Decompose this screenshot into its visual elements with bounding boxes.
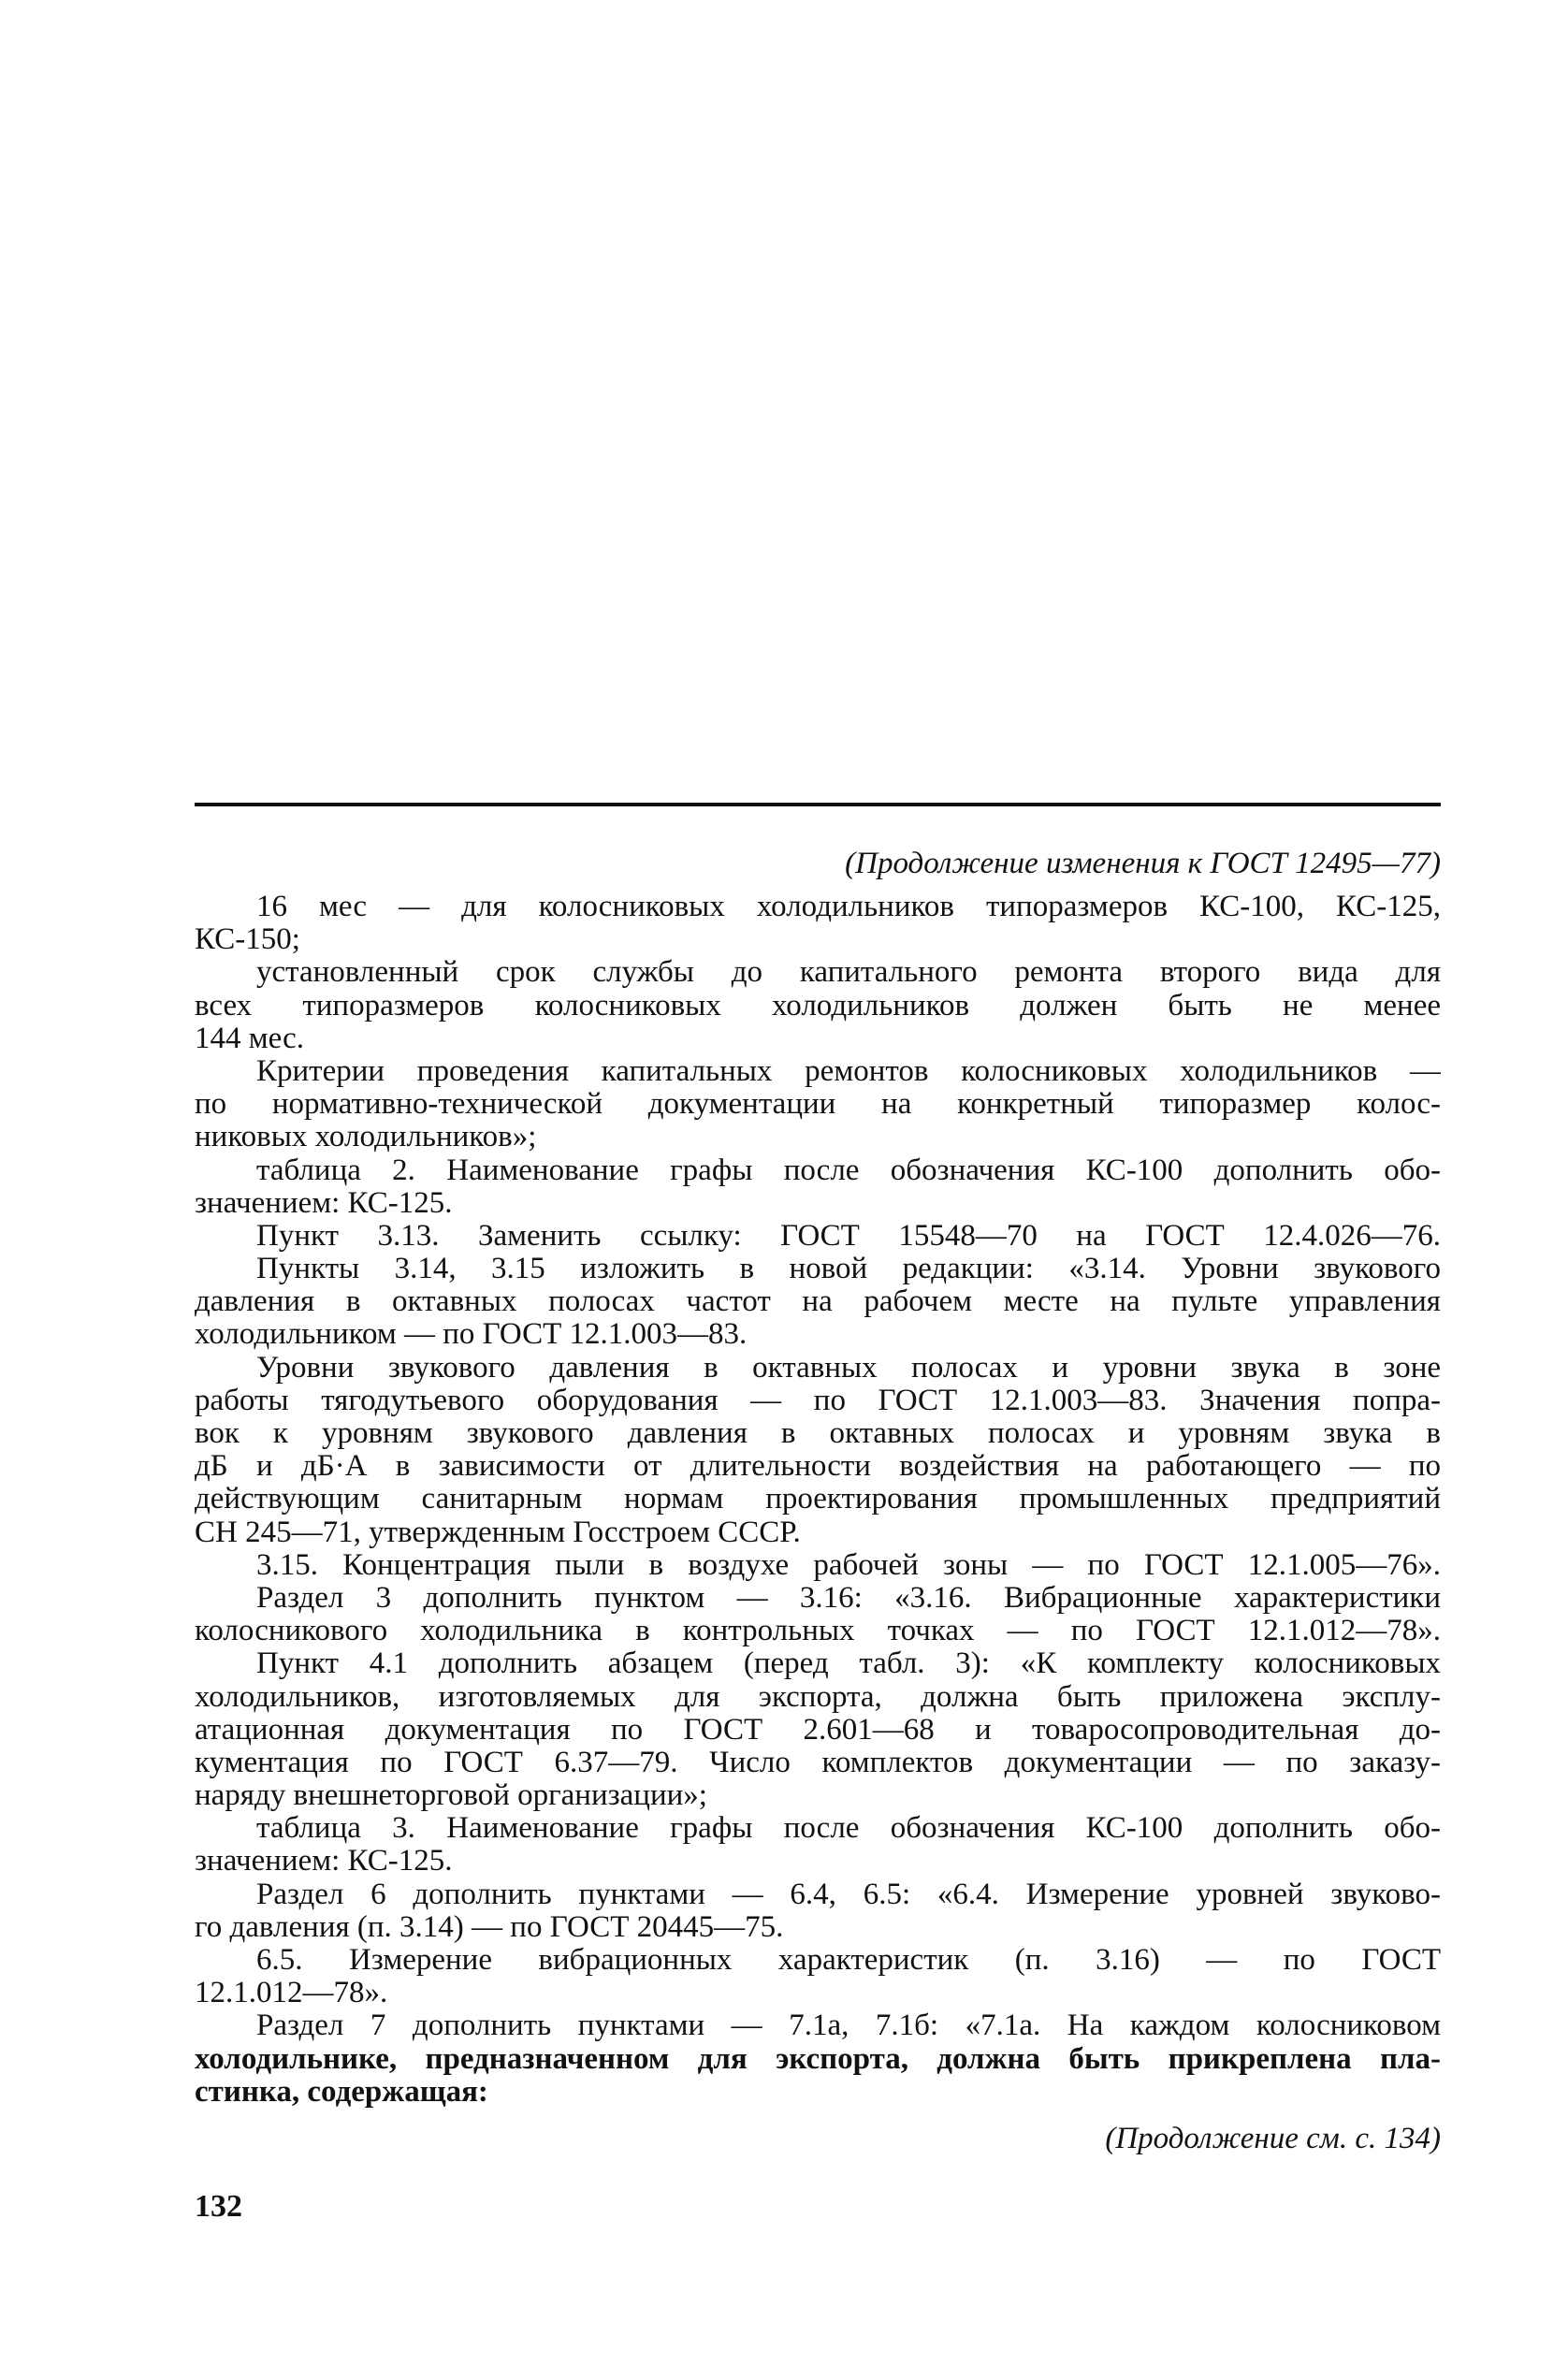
text-line: Раздел 6 дополнить пунктами — 6.4, 6.5: «6.4. Измерение уровней звуково- [256, 1878, 1441, 1911]
text-line: атационная документация по ГОСТ 2.601—68 и товаросопроводительная до- [195, 1713, 1441, 1747]
text-line: Уровни звукового давления в октавных полосах и уровни звука в зоне [256, 1351, 1441, 1385]
text-line: стинка, содержащая: [195, 2074, 488, 2109]
text-line: 12.1.012—78». [195, 1976, 388, 2010]
text-line: всех типоразмеров колосниковых холодильников должен быть не менее [195, 989, 1441, 1022]
text-line: никовых холодильников»; [195, 1120, 537, 1154]
text-line: дБ и дБ·А в зависимости от длительности воздействия на работающего — по [195, 1450, 1441, 1484]
text-line: холодильнике, предназначенном для экспорта, должна быть прикреплена пла- [195, 2042, 1441, 2076]
text-line: кументация по ГОСТ 6.37—79. Число комплектов документации — по заказу- [195, 1746, 1441, 1779]
text-line: таблица 3. Наименование графы после обозначения КС-100 дополнить обо- [256, 1812, 1441, 1846]
text-line: холодильников, изготовляемых для экспорта, должна быть приложена эксплу- [195, 1680, 1441, 1714]
text-line: 16 мес — для колосниковых холодильников типоразмеров КС-100, КС-125, [256, 891, 1441, 923]
text-line: Раздел 3 дополнить пунктом — 3.16: «3.16. Вибрационные характеристики [256, 1581, 1441, 1615]
text-line: 144 мес. [195, 1021, 304, 1055]
text-line: таблица 2. Наименование графы после обозначения КС-100 дополнить обо- [256, 1153, 1441, 1187]
text-line: холодильником — по ГОСТ 12.1.003—83. [195, 1317, 748, 1352]
text-line: установленный срок службы до капитального ремонта второго вида для [256, 956, 1441, 990]
text-line: значением: КС-125. [195, 1185, 453, 1220]
text-line: Раздел 7 дополнить пунктами — 7.1а, 7.1б: «7.1а. На каждом колосниковом [256, 2009, 1441, 2043]
text-line: Пункт 4.1 дополнить абзацем (перед табл. 3): «К комплекту колосниковых [256, 1647, 1441, 1681]
text-line: Критерии проведения капитальных ремонтов колосниковых холодильников — [256, 1054, 1441, 1088]
text-line: значением: КС-125. [195, 1844, 453, 1878]
text-line: 3.15. Концентрация пыли в воздухе рабочей зоны — по ГОСТ 12.1.005—76». [256, 1548, 1441, 1582]
text-line: наряду внешнеторговой организации»; [195, 1778, 707, 1813]
header-rule [195, 803, 1441, 806]
text-line: СН 245—71, утвержденным Госстроем СССР. [195, 1515, 801, 1549]
text-line: по нормативно-технической документации на конкретный типоразмер колос- [195, 1088, 1441, 1122]
page-number: 132 [195, 2189, 242, 2224]
text-line: КС-150; [195, 922, 300, 957]
text-line: колосникового холодильника в контрольных точках — по ГОСТ 12.1.012—78». [195, 1615, 1441, 1648]
running-header: (Продолжение изменения к ГОСТ 12495—77) [845, 847, 1441, 880]
text-line: Пункты 3.14, 3.15 изложить в новой редакции: «3.14. Уровни звукового [256, 1253, 1441, 1286]
text-line: 6.5. Измерение вибрационных характеристик (п. 3.16) — по ГОСТ [256, 1944, 1441, 1977]
text-line: го давления (п. 3.14) — по ГОСТ 20445—75. [195, 1909, 784, 1944]
text-line: работы тягодутьевого оборудования — по ГОСТ 12.1.003—83. Значения попра- [195, 1384, 1441, 1417]
text-line: действующим санитарным нормам проектирования промышленных предприятий [195, 1483, 1441, 1516]
document-body [195, 891, 1441, 2109]
text-line: Пункт 3.13. Заменить ссылку: ГОСТ 15548—70 на ГОСТ 12.4.026—76. [256, 1219, 1441, 1253]
text-line: давления в октавных полосах частот на рабочем месте на пульте управления [195, 1285, 1441, 1319]
continuation-note: (Продолжение см. с. 134) [1105, 2122, 1441, 2155]
text-line: вок к уровням звукового давления в октавных полосах и уровням звука в [195, 1417, 1441, 1450]
